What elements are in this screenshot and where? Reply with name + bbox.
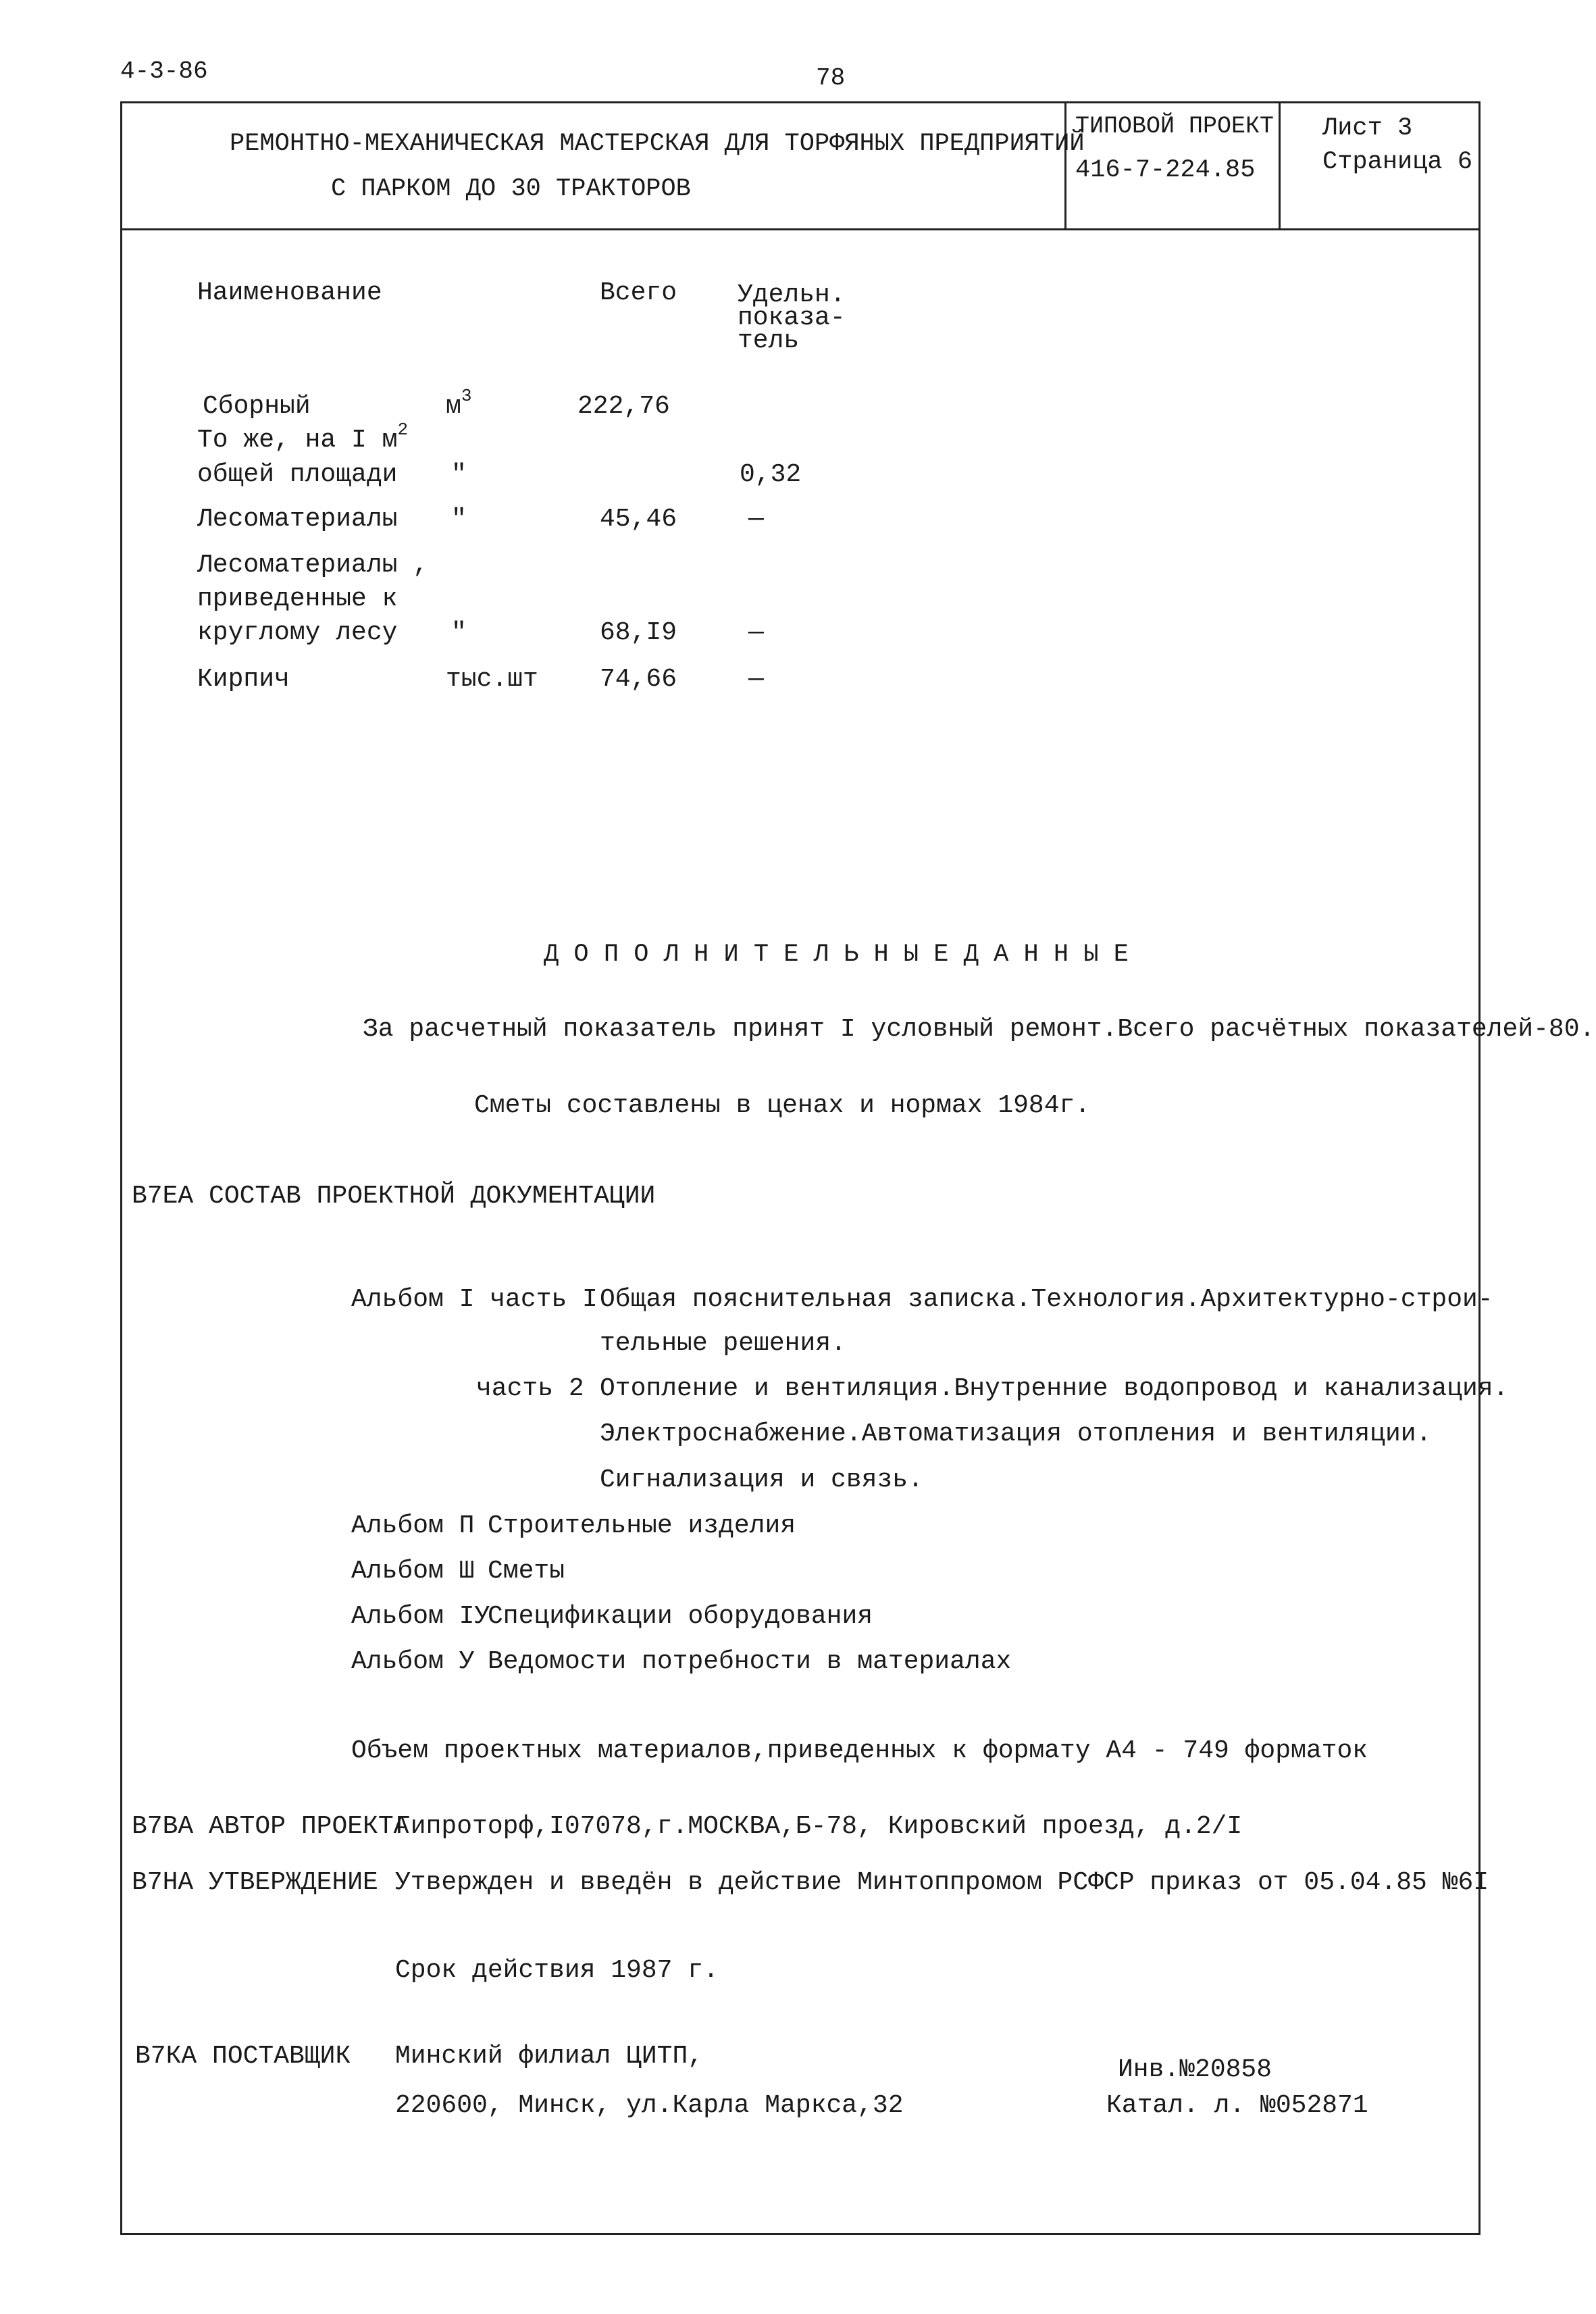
column-header-specific-1: Удельн. [738, 280, 846, 309]
header-cell-divider-1 [1064, 101, 1066, 230]
row-total: 45,46 [600, 505, 677, 534]
approval-label: В7НА УТВЕРЖДЕНИЕ [132, 1868, 378, 1897]
author-text: Гипроторф,I07078,г.МОСКВА,Б-78, Кировский проезд, д.2/I [395, 1812, 1243, 1841]
album-label: Альбом У [351, 1647, 475, 1676]
album1-part2-line3: Сигнализация и связь. [600, 1465, 923, 1494]
row-specific: 0,32 [740, 460, 802, 489]
row-name: То же, на I $м^2$ [197, 420, 409, 455]
supplier-label: В7КА ПОСТАВЩИК [135, 2042, 351, 2071]
row-unit: тыс.шт [446, 665, 538, 694]
additional-data-heading: Д О П О Л Н И Т Е Л Ь Н Ы Е Д А Н Н Ы Е [544, 940, 1129, 969]
row-name: Кирпич [197, 665, 290, 694]
album1-part1-line1: Общая пояснительная записка.Технология.Архитектурно-строи- [600, 1285, 1493, 1314]
inventory-number: Инв.№20858 [1118, 2055, 1272, 2084]
header-cell-divider-2 [1279, 101, 1281, 230]
header-title-line2: С ПАРКОМ ДО 30 ТРАКТОРОВ [331, 175, 691, 203]
supplier-address: 220600, Минск, ул.Карла Маркса,32 [395, 2091, 904, 2120]
validity-line: Срок действия 1987 г. [395, 1956, 719, 1985]
album-label: Альбом IУ [351, 1602, 490, 1631]
row-unit: $м^3$ [446, 386, 472, 421]
row-total: 74,66 [600, 665, 677, 694]
header-divider [120, 228, 1481, 230]
document-code: 4-3-86 [120, 57, 208, 85]
page-in-sheet: Страница 6 [1322, 148, 1473, 176]
row-name: Лесоматериалы [197, 505, 398, 534]
column-header-specific-3: тель [738, 326, 800, 355]
album1-label: Альбом I часть I [351, 1285, 598, 1314]
album-text: Спецификации оборудования [488, 1602, 873, 1631]
supplier-name: Минский филиал ЦИТП, [395, 2042, 704, 2071]
project-label: ТИПОВОЙ ПРОЕКТ [1075, 113, 1275, 140]
composition-heading: В7ЕА СОСТАВ ПРОЕКТНОЙ ДОКУМЕНТАЦИИ [132, 1182, 656, 1211]
sheet-number: Лист 3 [1322, 114, 1413, 143]
album-text: Строительные изделия [488, 1511, 796, 1540]
row-total: 222,76 [577, 392, 670, 421]
album1-part2-line2: Электроснабжение.Автоматизация отопления и вентиляции. [600, 1419, 1432, 1449]
page-frame [120, 101, 1481, 2235]
row-name: Сборный [203, 392, 311, 421]
approval-text: Утвержден и введён в действие Минтоппромом РСФСР приказ от 05.04.85 №6I [395, 1868, 1489, 1897]
volume-line: Объем проектных материалов,приведенных к формату А4 - 749 форматок [351, 1736, 1368, 1765]
page-number: 78 [816, 64, 846, 92]
column-header-specific-2: показа- [738, 303, 846, 332]
row-unit: " [451, 618, 467, 647]
author-label: В7ВА АВТОР ПРОЕКТА [132, 1812, 409, 1841]
row-unit: " [451, 505, 467, 534]
row-name: Лесоматериалы , [197, 551, 429, 580]
catalog-number: Катал. л. №052871 [1106, 2091, 1368, 2120]
row-name: приведенные к [197, 584, 398, 613]
row-specific: — [748, 665, 764, 694]
header-title-line1: РЕМОНТНО-МЕХАНИЧЕСКАЯ МАСТЕРСКАЯ ДЛЯ ТОРФЯНЫХ ПРЕДПРИЯТИЙ [230, 130, 1085, 158]
album-label: Альбом П [351, 1511, 475, 1540]
additional-data-line1: За расчетный показатель принят I условный ремонт.Всего расчётных показателей-80. [363, 1015, 1595, 1044]
row-total: 68,I9 [600, 618, 677, 647]
column-header-name: Наименование [197, 278, 382, 307]
row-specific: — [748, 505, 764, 534]
additional-data-line2: Сметы составлены в ценах и нормах 1984г. [474, 1091, 1091, 1120]
row-unit: " [451, 460, 467, 489]
row-specific: — [748, 618, 764, 647]
row-name: общей площади [197, 460, 398, 489]
project-number: 416-7-224.85 [1075, 156, 1256, 184]
album-text: Сметы [488, 1557, 565, 1586]
row-name: круглому лесу [197, 618, 398, 647]
album-text: Ведомости потребности в материалах [488, 1647, 1012, 1676]
column-header-total: Всего [600, 278, 677, 307]
album1-part2-label: часть 2 [476, 1374, 584, 1403]
album-label: Альбом Ш [351, 1557, 475, 1586]
album1-part1-line2: тельные решения. [600, 1329, 846, 1358]
album1-part2-line1: Отопление и вентиляция.Внутренние водопровод и канализация. [600, 1374, 1509, 1403]
